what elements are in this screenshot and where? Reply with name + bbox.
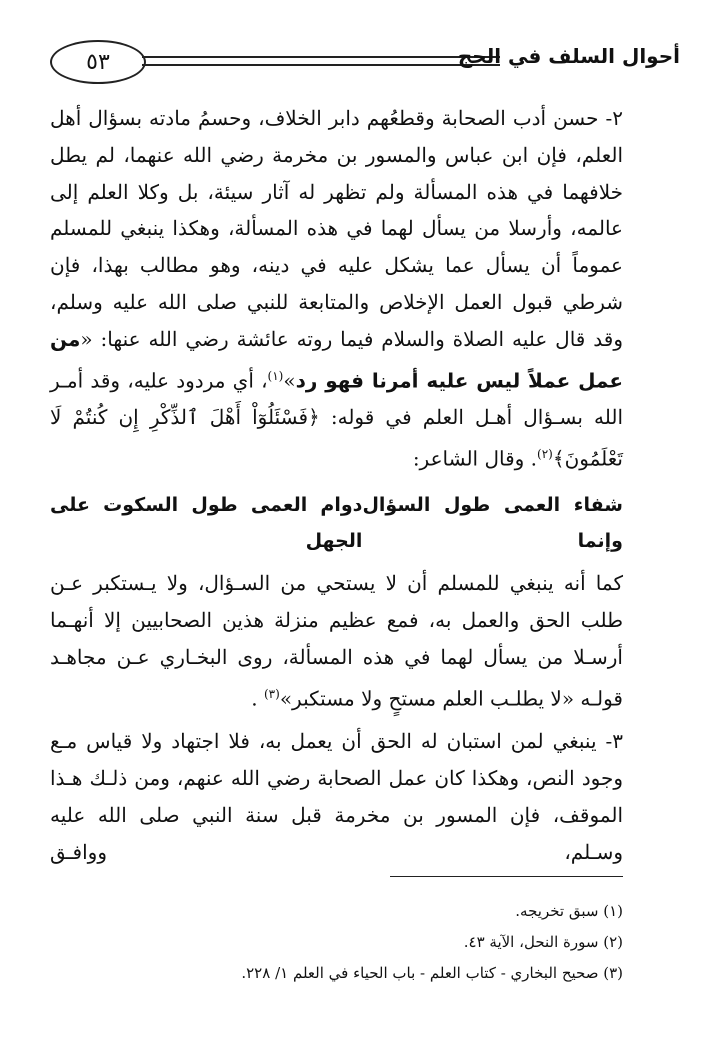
paragraph-2-end: . وقال الشاعر: <box>412 446 538 471</box>
running-title: أحوال السلف في الحج <box>457 44 680 68</box>
main-text <box>50 100 623 870</box>
footnotes <box>103 896 623 989</box>
paragraph-3: ٣- ينبغي لمن استبان له الحق أن يعمل به، فلا اجتهاد ولا قياس مـع وجود النص، وهكذا كان عمل الصحابة رضي الله عنهم، ومن ذلـك هـذا الموقف، فإن المسور بن مخرمة قبل سنة النبي صلى الله عليه وسـلم، ووافـق <box>50 729 623 864</box>
paragraph-2-cont: ، أي مردود عليه، وقد أمـر الله بسـؤال أهـل العلم في قوله: ﴿فَسْئَلُوٓاْ أَهْلَ ٱلذِّكْرِ إِن كُنتُمْ لَا تَعْلَمُونَ﴾ <box>50 368 623 471</box>
poem-first-hemistich: شفاء العمى طول السؤال وإنما <box>362 494 623 553</box>
paragraph-continuation-text: كما أنه ينبغي للمسلم أن لا يستحي من السـؤال، ولا يـستكبر عـن طلب الحق والعمل به، فمع عظيم منزلة هذين الصحابيين إلا أنهـما أرسـلا من يسأل لهما في هذه المسألة، روى البخـاري عـن مجاهـد قولـه «لا يطلـب العلم مستحٍ ولا مستكبر» <box>50 571 623 711</box>
paragraph-continuation <box>50 565 623 717</box>
footnote-2: (٢) سورة النحل، الآية ٤٣. <box>463 933 623 951</box>
poem-second-hemistich: دوام العمى طول السكوت على الجهل <box>50 494 363 553</box>
footnote-ref-3: (٣) <box>263 686 280 701</box>
quote-close: » <box>283 368 296 393</box>
paragraph-continuation-end: . <box>251 686 264 711</box>
footnote-3: (٣) صحيح البخاري - كتاب العلم - باب الحياء في العلم ١/ ٢٢٨. <box>241 964 623 982</box>
page-number: ٥٣ <box>50 40 146 84</box>
paragraph-2 <box>50 100 623 477</box>
footnote-ref-2: (٢) <box>537 446 553 461</box>
poem-verse <box>50 487 623 559</box>
hadith-quote: من عمل عملاً ليس عليه أمرنا فهو رد <box>50 326 623 393</box>
footnote-ref-1: (١) <box>267 368 284 383</box>
page-header <box>30 38 680 86</box>
paragraph-2-text: ٢- حسن أدب الصحابة وقطعُهم دابر الخلاف، وحسمُ مادته بسؤال أهل العلم، فإن ابن عباس والمسور بن مخرمة رضي الله عنهما، لم يطل خلافهما في هذه المسألة ولم تظهر له آثار سيئة، بل وكلا العلم إلى عالمه، وأرسلا من يسأل لهما في هذه المسألة، وهكذا ينبغي للمسلم عموماً أن يسأل عما يشكل عليه في دينه، وهو مطالب بهذا، فإن شرطي قبول العمل الإخلاص والمتابعة للنبي صلى الله عليه وسلم، وقد قال عليه الصلاة والسلام فيما روته عائشة رضي الله عنها: « <box>50 106 623 351</box>
header-rule <box>142 56 500 66</box>
footnote-separator <box>390 876 623 877</box>
footnote-1: (١) سبق تخريجه. <box>515 902 623 920</box>
